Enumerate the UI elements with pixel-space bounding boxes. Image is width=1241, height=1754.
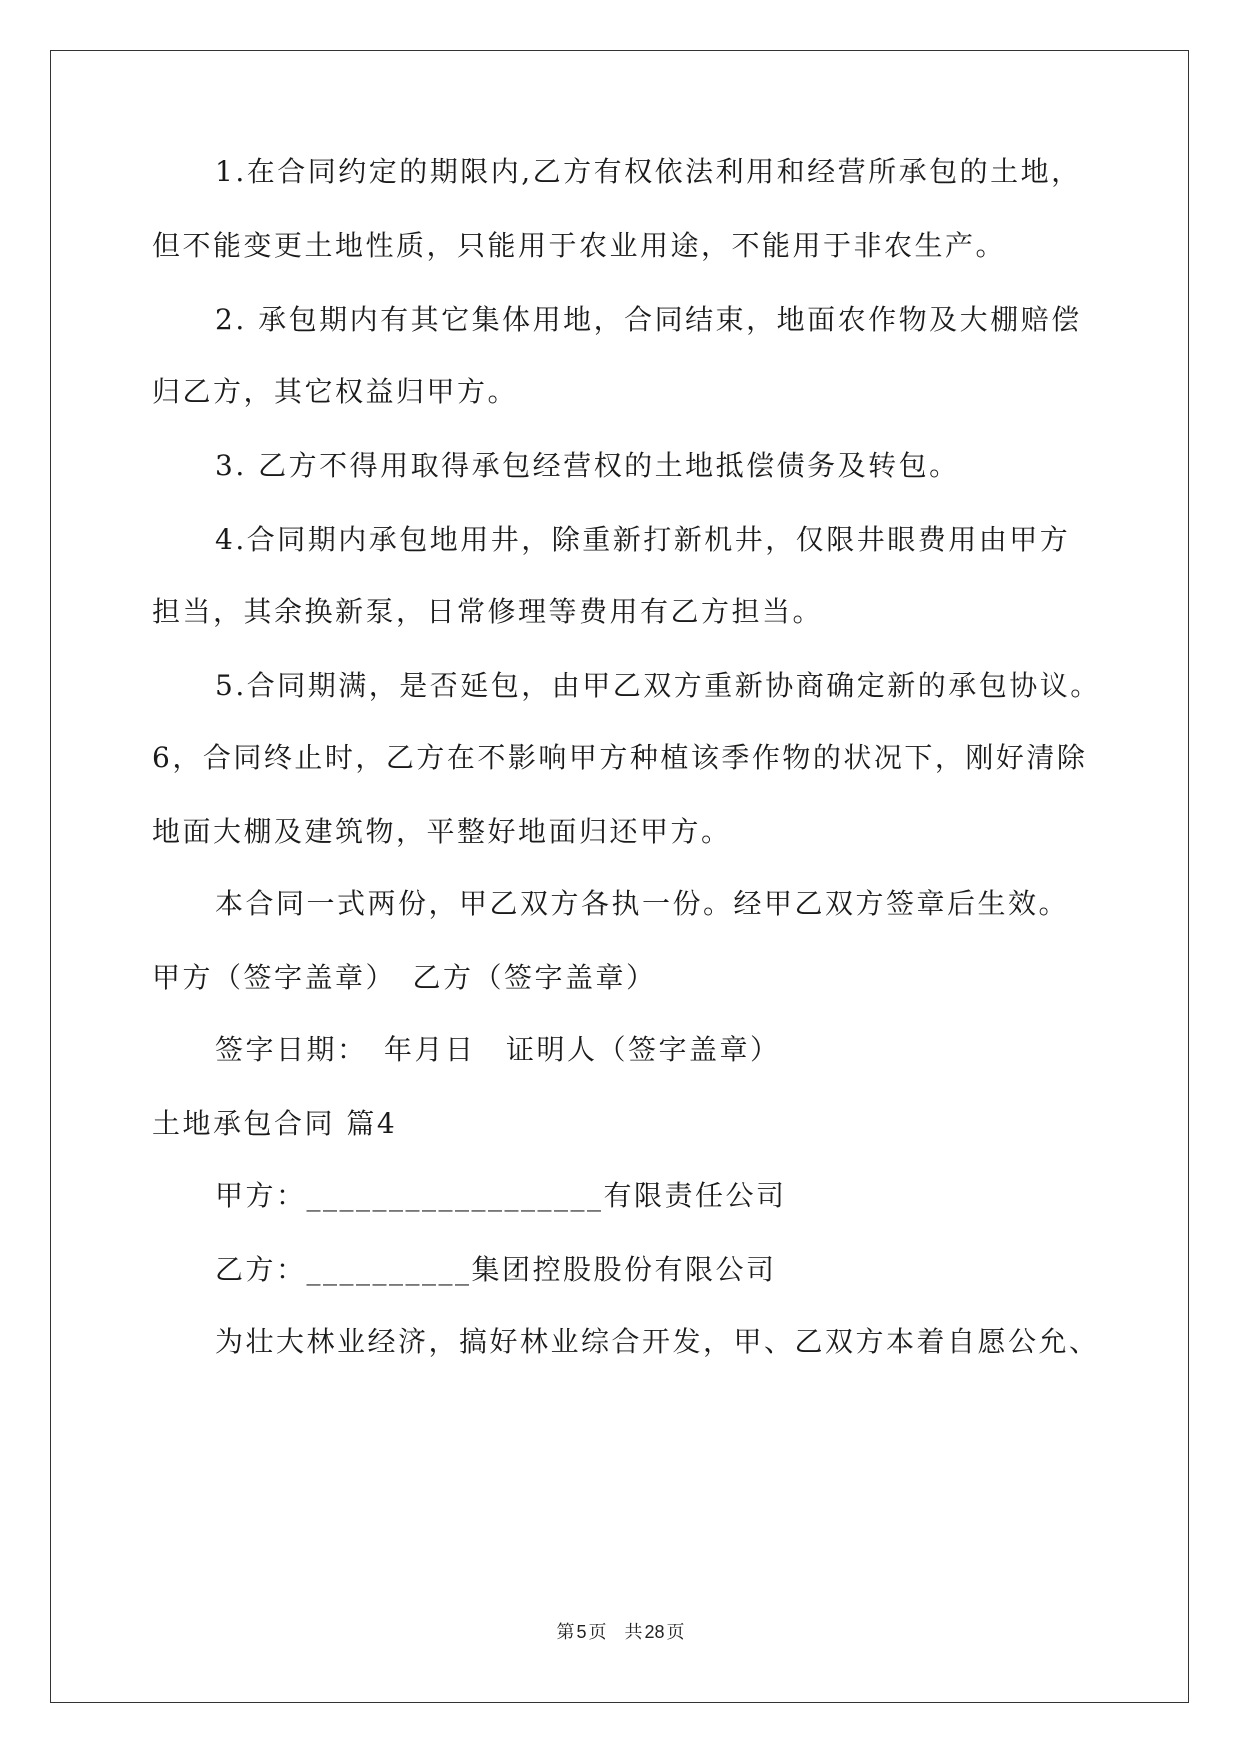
page-footer <box>0 1620 1241 1644</box>
copies-statement: 本合同一式两份，甲乙双方各执一份。经甲乙双方签章后生效。 <box>215 887 1070 920</box>
clause-1-line-2: 但不能变更土地性质，只能用于农业用途，不能用于非农生产。 <box>152 229 1007 262</box>
party-b-line: 乙方：__________集团控股股份有限公司 <box>215 1253 777 1286</box>
clause-2-line-1: 2. 承包期内有其它集体用地，合同结束，地面农作物及大棚赔偿 <box>215 303 1082 336</box>
clause-2-line-2: 归乙方，其它权益归甲方。 <box>152 375 519 408</box>
clause-1-line-1: 1.在合同约定的期限内,乙方有权依法利用和经营所承包的土地， <box>215 155 1082 188</box>
preamble-line: 为壮大林业经济，搞好林业综合开发，甲、乙双方本着自愿公允、 <box>215 1325 1100 1358</box>
page-number: 5 <box>576 1622 587 1642</box>
clause-4-line-1: 4.合同期内承包地用井，除重新打新机井，仅限井眼费用由甲方 <box>215 523 1071 556</box>
clause-4-line-2: 担当，其余换新泵，日常修理等费用有乙方担当。 <box>152 595 824 628</box>
page-prefix: 第 <box>556 1622 575 1642</box>
page-border <box>50 50 1189 1703</box>
signature-date: 签字日期： 年月日 证明人（签字盖章） <box>215 1033 781 1066</box>
clause-5-line-1: 5.合同期满，是否延包，由甲乙双方重新协商确定新的承包协议。 <box>215 669 1101 702</box>
clause-6-line-1: 6，合同终止时，乙方在不影响甲方种植该季作物的状况下，刚好清除 <box>152 741 1088 774</box>
total-pages: 28 <box>644 1622 665 1642</box>
party-a-line: 甲方：__________________有限责任公司 <box>215 1179 787 1212</box>
clause-6-line-2: 地面大棚及建筑物，平整好地面归还甲方。 <box>152 815 732 848</box>
page-suffix: 页 <box>588 1622 607 1642</box>
total-suffix: 页 <box>666 1622 685 1642</box>
section-heading: 土地承包合同 篇4 <box>152 1107 398 1140</box>
clause-3-line-1: 3. 乙方不得用取得承包经营权的土地抵偿债务及转包。 <box>215 449 960 482</box>
total-prefix: 共 <box>624 1622 643 1642</box>
signature-parties: 甲方（签字盖章） 乙方（签字盖章） <box>152 961 657 994</box>
